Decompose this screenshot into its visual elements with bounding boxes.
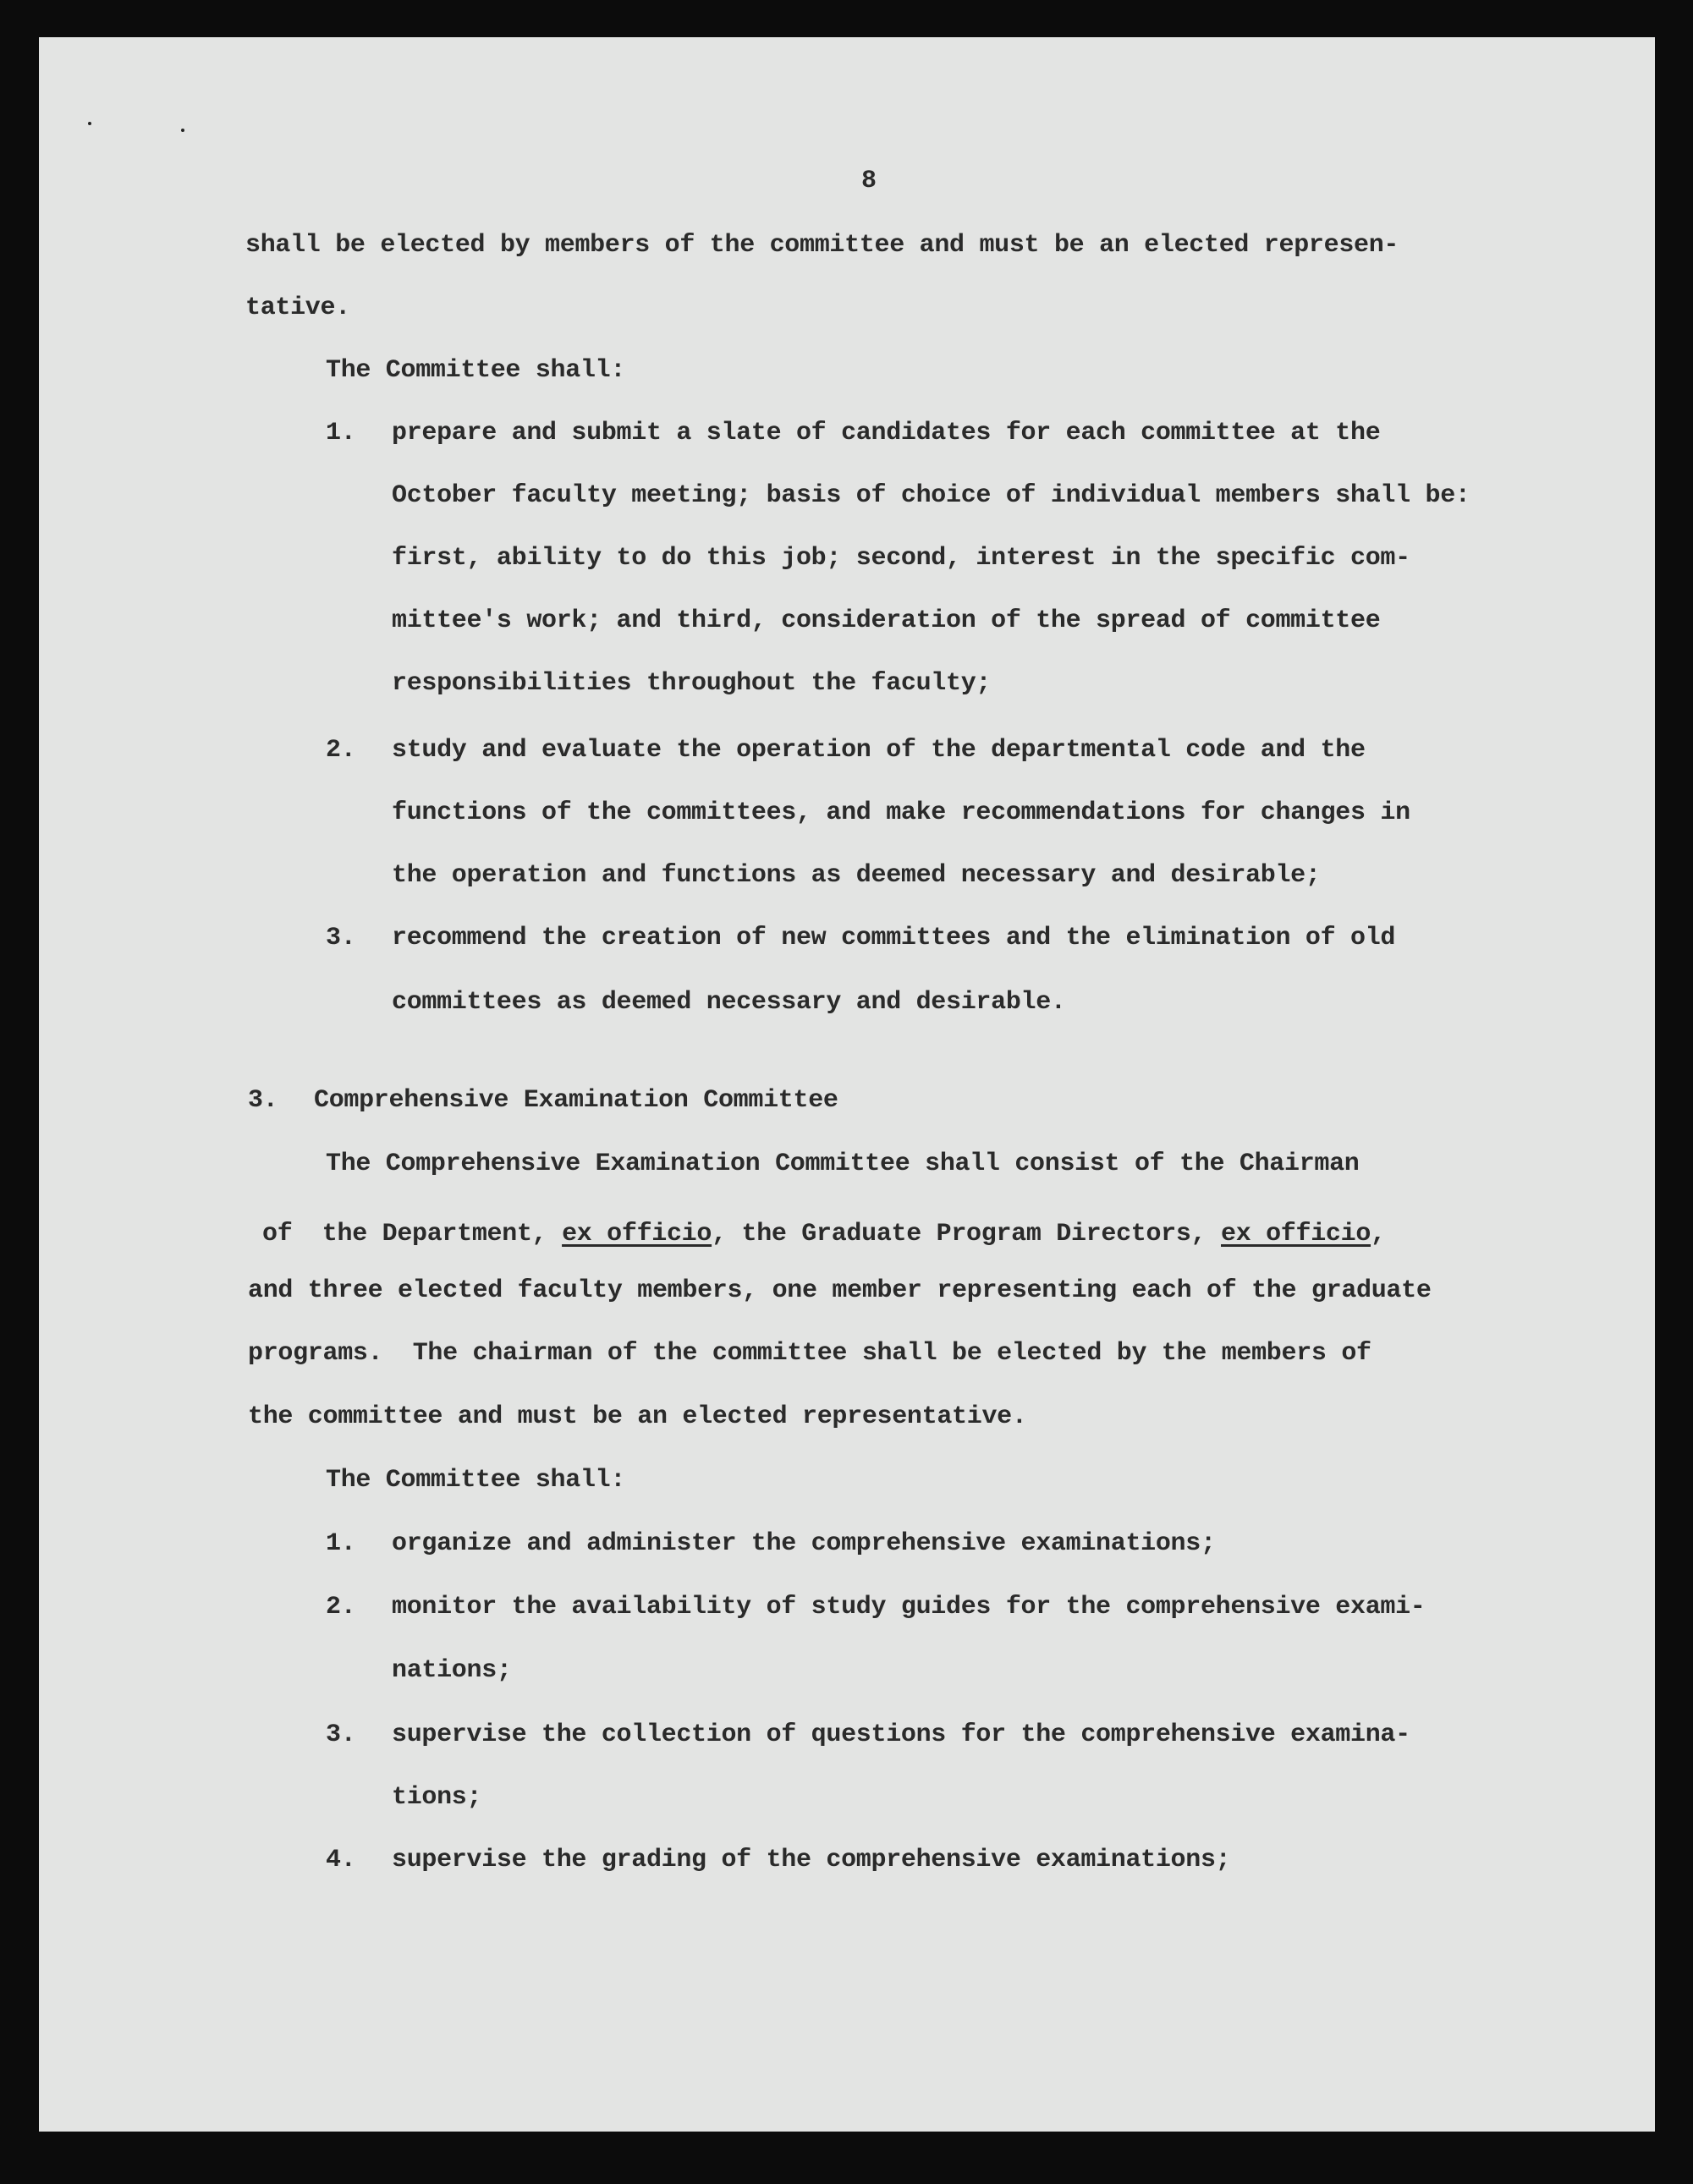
department-line: [262, 1217, 1386, 1251]
text-line: The Comprehensive Examination Committee shall consist of the Chairman: [326, 1150, 1360, 1178]
text-line: tative.: [245, 294, 350, 322]
text-line: first, ability to do this job; second, interest in the specific com-: [392, 544, 1410, 573]
scan-speck: [181, 129, 184, 132]
text-line: supervise the collection of questions for the comprehensive examina-: [392, 1720, 1410, 1749]
text-line: nations;: [392, 1656, 512, 1685]
text-line: The Committee shall:: [326, 1466, 626, 1495]
ex-officio-underlined: ex officio: [1221, 1220, 1371, 1248]
text-line: programs. The chairman of the committee shall be elected by the members of: [248, 1339, 1371, 1368]
text-line: monitor the availability of study guides for the comprehensive exami-: [392, 1593, 1426, 1622]
text-line: 4.: [326, 1846, 356, 1874]
text: , the Graduate Program Directors,: [712, 1220, 1221, 1248]
text-line: supervise the grading of the comprehensive examinations;: [392, 1846, 1231, 1874]
text-line: and three elected faculty members, one member representing each of the graduate: [248, 1276, 1432, 1305]
text: ,: [1371, 1220, 1386, 1248]
text-line: responsibilities throughout the faculty;: [392, 669, 992, 698]
text-line: organize and administer the comprehensive examinations;: [392, 1529, 1216, 1558]
text-line: shall be elected by members of the committee and must be an elected represen-: [245, 231, 1399, 260]
text-line: tions;: [392, 1783, 482, 1812]
text-line: 2.: [326, 1593, 356, 1622]
text-line: 2.: [326, 736, 356, 765]
text-line: study and evaluate the operation of the departmental code and the: [392, 736, 1366, 765]
text-line: mittee's work; and third, consideration of the spread of committee: [392, 606, 1381, 635]
text-line: The Committee shall:: [326, 356, 626, 385]
text-line: functions of the committees, and make recommendations for changes in: [392, 798, 1410, 827]
text-line: committees as deemed necessary and desirable.: [392, 988, 1066, 1017]
text: of the Department,: [262, 1220, 563, 1248]
text-line: Comprehensive Examination Committee: [314, 1086, 838, 1115]
document-page: [39, 37, 1655, 2132]
page-number: 8: [861, 167, 877, 195]
text-line: 1.: [326, 1529, 356, 1558]
text-line: prepare and submit a slate of candidates for each committee at the: [392, 419, 1381, 447]
text-line: 1.: [326, 419, 356, 447]
text-line: 3.: [248, 1086, 278, 1115]
text-line: October faculty meeting; basis of choice of individual members shall be:: [392, 481, 1470, 510]
text-line: 3.: [326, 1720, 356, 1749]
text-line: 3.: [326, 924, 356, 952]
text-line: the operation and functions as deemed necessary and desirable;: [392, 861, 1321, 890]
scan-speck: [88, 122, 91, 125]
text-line: the committee and must be an elected representative.: [248, 1402, 1027, 1431]
text-line: recommend the creation of new committees and the elimination of old: [392, 924, 1396, 952]
ex-officio-underlined: ex officio: [562, 1220, 712, 1248]
